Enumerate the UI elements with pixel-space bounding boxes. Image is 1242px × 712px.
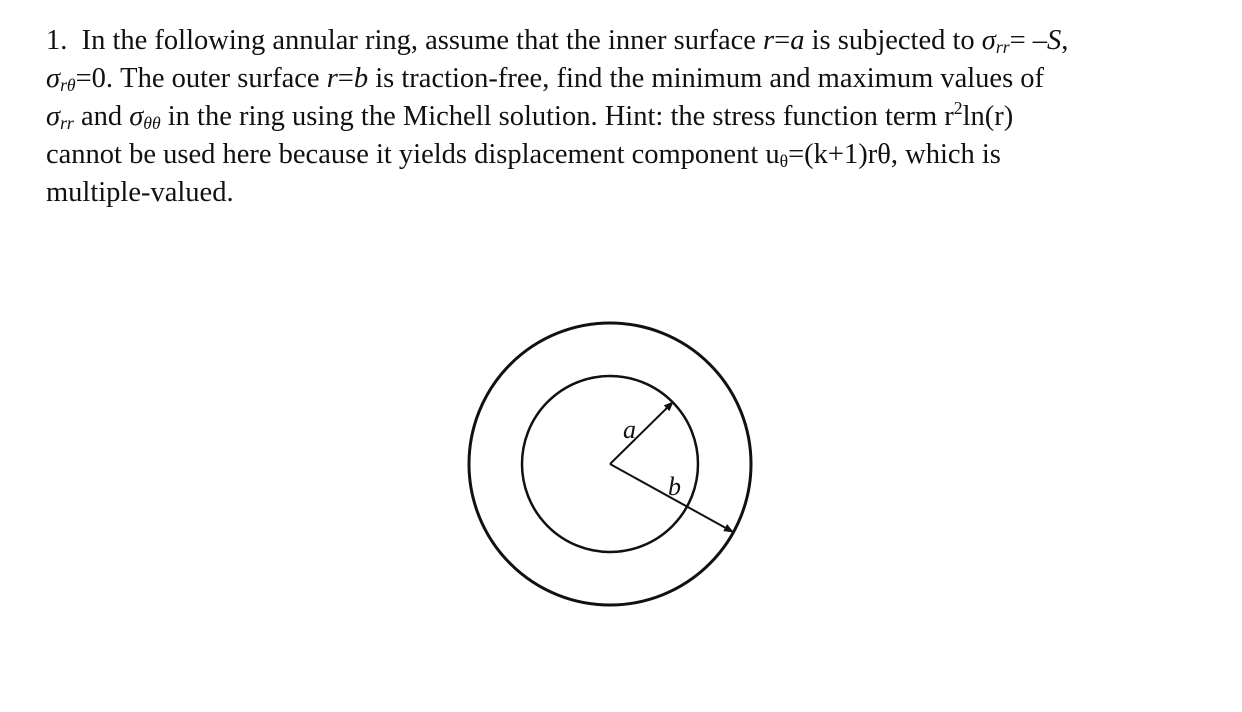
var-r: r: [326, 63, 338, 94]
var-a: a: [790, 25, 805, 56]
problem-line-1: [46, 22, 1216, 60]
text-segment: and: [73, 101, 130, 132]
var-r: r: [763, 25, 775, 56]
text-segment: ln(r): [962, 101, 1014, 132]
text-segment: ,: [1061, 25, 1069, 56]
text-segment: cannot be used here because it yields displacement component u: [46, 139, 780, 170]
text-segment: =(k+1)rθ, which is: [788, 139, 1001, 170]
problem-line-4: [46, 136, 1216, 174]
subscript-rr: rr: [995, 36, 1010, 57]
sigma-symbol: σ: [981, 25, 996, 56]
label-a: a: [623, 415, 636, 444]
text-segment: = –: [1009, 25, 1048, 56]
label-b: b: [668, 472, 681, 501]
superscript-2: 2: [953, 98, 963, 119]
radius-a-arrow: [610, 402, 673, 464]
var-b: b: [353, 63, 369, 94]
problem-line-2: [46, 60, 1216, 98]
text-segment: =: [337, 63, 354, 94]
text-segment: in the ring using the Michell solution. Hint: the stress function term r: [160, 101, 954, 132]
subscript-rtheta: rθ: [60, 74, 76, 95]
text-segment: is subjected to: [804, 25, 982, 56]
problem-statement: [46, 22, 1216, 212]
problem-number: 1.: [46, 25, 68, 56]
var-S: S: [1047, 25, 1062, 56]
sigma-symbol: σ: [46, 101, 61, 132]
problem-line-3: [46, 98, 1216, 136]
subscript-theta: θ: [779, 150, 789, 171]
sigma-symbol: σ: [129, 101, 144, 132]
text-segment: =: [774, 25, 791, 56]
annular-ring-figure: [460, 312, 760, 617]
text-segment: is traction-free, find the minimum and maximum values of: [368, 63, 1045, 94]
text-segment: =0. The outer surface: [75, 63, 327, 94]
subscript-thetatheta: θθ: [143, 112, 161, 133]
sigma-symbol: σ: [46, 63, 61, 94]
subscript-rr: rr: [60, 112, 74, 133]
text-segment: In the following annular ring, assume that the inner surface: [81, 25, 764, 56]
annular-ring-svg: [460, 312, 760, 617]
problem-line-5: multiple-valued.: [46, 177, 234, 208]
